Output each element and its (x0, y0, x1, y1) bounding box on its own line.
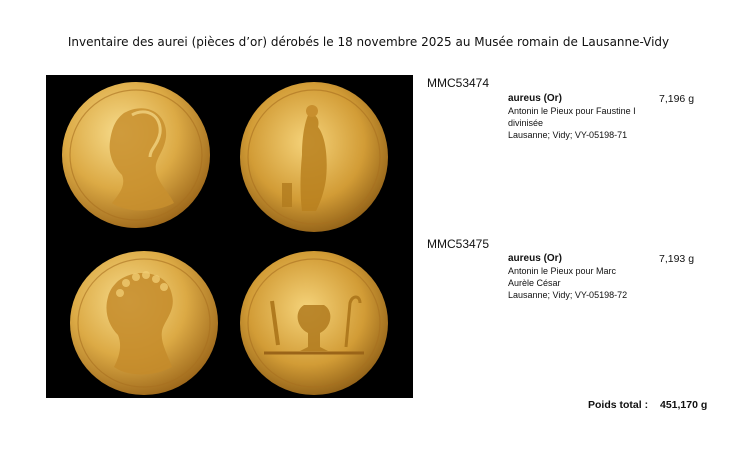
coin-2-reverse (240, 251, 388, 395)
item-1-description (508, 92, 653, 141)
item-2-desc-line1: Antonin le Pieux pour Marc (508, 266, 617, 276)
total-label: Poids total : (588, 399, 649, 411)
page-title: Inventaire des aurei (pièces d’or) dérobés le 18 novembre 2025 au Musée romain de Lausanne-Vidy (67, 35, 670, 49)
item-2-type: aureus (Or) (508, 253, 562, 264)
item-1-type: aureus (Or) (508, 93, 562, 104)
coins-photo (46, 75, 413, 398)
item-1-desc-line1: Antonin le Pieux pour Faustine I (508, 106, 636, 116)
item-1-desc-line2: divinisée (508, 118, 544, 128)
item-2-id: MMC53475 (427, 237, 490, 251)
item-1-weight: 7,196 g (659, 93, 695, 105)
item-1-id: MMC53474 (427, 76, 490, 90)
item-2-location: Lausanne; Vidy; VY-05198-72 (508, 290, 628, 300)
item-1-location: Lausanne; Vidy; VY-05198-71 (508, 130, 628, 140)
item-2-desc-line2: Aurèle César (508, 278, 561, 288)
total-value: 451,170 g (660, 399, 708, 411)
coin-2-obverse (70, 251, 218, 395)
item-2-description (508, 252, 653, 301)
coin-1-reverse (240, 82, 388, 232)
coin-1-obverse (62, 82, 210, 228)
item-2-weight: 7,193 g (659, 253, 695, 265)
